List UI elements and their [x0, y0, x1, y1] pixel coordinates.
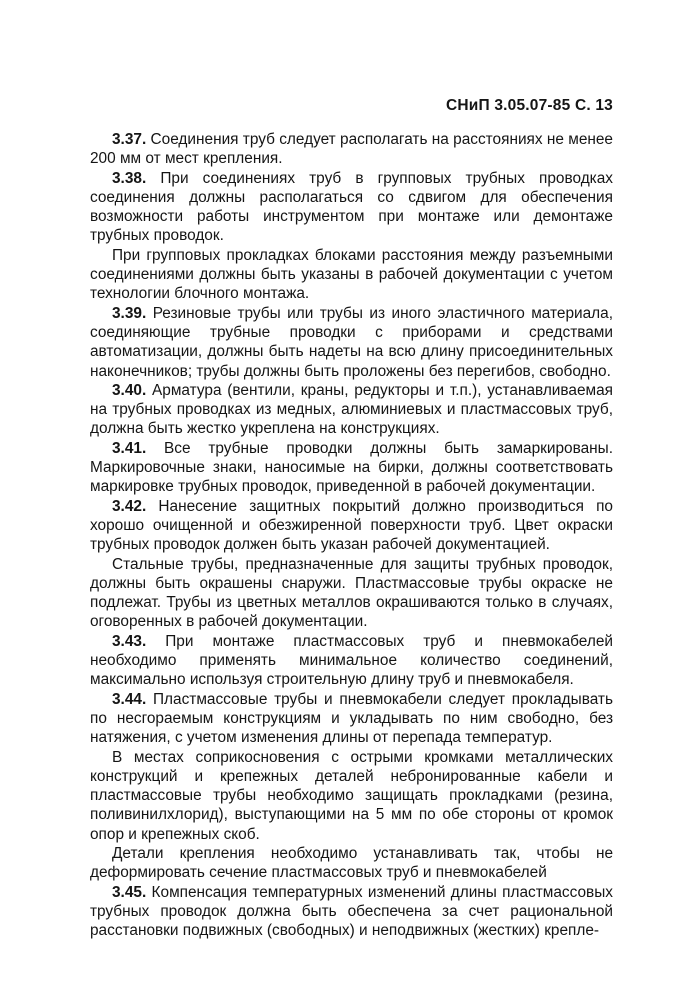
paragraph-text: При соединениях труб в групповых трубных проводках соединения должны располагаться со сдвигом для обеспечения возможности работы инструментом при монтаже или демонтаже трубных проводок.: [90, 169, 613, 245]
paragraph-3-43: [90, 632, 613, 690]
clause-number: 3.38.: [112, 169, 147, 187]
paragraph-3-41: [90, 439, 613, 497]
paragraph-3-44-continued-1: [90, 748, 613, 844]
paragraph-text: Стальные трубы, предназначенные для защиты трубных проводок, должны быть окрашены снаружи. Пластмассовые трубы окраске не подлежат. Трубы из цветных металлов окрашиваются только в случаях, оговоренных в рабочей документации.: [90, 555, 613, 631]
clause-number: 3.40.: [112, 381, 147, 399]
paragraph-text: Резиновые трубы или трубы из иного эластичного материала, соединяющие трубные проводки с приборами и средствами автоматизации, должны быть надеты на всю длину присоединительных наконечников; трубы должны быть проложены без перегибов, свободно.: [90, 304, 613, 380]
paragraph-text: Арматура (вентили, краны, редукторы и т.п.), устанавливаемая на трубных проводках из медных, алюминиевых и пластмассовых труб, должна быть жестко укреплена на конструкциях.: [90, 381, 613, 438]
paragraph-3-38: [90, 169, 613, 246]
paragraph-text: Пластмассовые трубы и пневмокабели следует прокладывать по несгораемым конструкциям и укладывать по ним свободно, без натяжения, с учетом изменения длины от перепада температур.: [90, 690, 613, 747]
clause-number: 3.44.: [112, 690, 147, 708]
clause-number: 3.37.: [112, 131, 147, 148]
paragraph-text: Все трубные проводки должны быть замаркированы. Маркировочные знаки, наносимые на бирки, должны соответствовать маркировке трубных проводок, приведенной в рабочей документации.: [90, 439, 613, 496]
paragraph-text: При групповых прокладках блоками расстояния между разъемными соединениями должны быть указаны в рабочей документации с учетом технологии блочного монтажа.: [90, 246, 613, 303]
clause-number: 3.42.: [112, 497, 147, 515]
paragraph-text: Детали крепления необходимо устанавливать так, чтобы не деформировать сечение пластмассовых труб и пневмокабелей: [90, 844, 613, 882]
paragraph-text: При монтаже пластмассовых труб и пневмокабелей необходимо применять минимальное количество соединений, максимально используя строительную длину труб и пневмокабеля.: [90, 632, 613, 689]
paragraph-3-37: [90, 130, 613, 169]
clause-number: 3.41.: [112, 439, 147, 457]
paragraph-text: Соединения труб следует располагать на расстояниях не менее 200 мм от мест крепления.: [90, 131, 613, 168]
paragraph-text: Нанесение защитных покрытий должно производиться по хорошо очищенной и обезжиренной поверхности труб. Цвет окраски трубных проводок должен быть указан рабочей документацией.: [90, 497, 613, 554]
document-page: [90, 96, 613, 976]
paragraph-3-45: [90, 883, 613, 941]
paragraph-3-44: [90, 690, 613, 748]
running-header: СНиП 3.05.07-85 С. 13: [445, 97, 613, 114]
paragraph-3-39: [90, 304, 613, 381]
paragraph-3-42: [90, 497, 613, 555]
paragraph-3-40: [90, 381, 613, 439]
paragraph-text: Компенсация температурных изменений длины пластмассовых трубных проводок должна быть обеспечена за счет рациональной расстановки подвижных (свободных) и неподвижных (жестких) крепле-: [90, 883, 613, 940]
paragraph-3-42-continued: [90, 555, 613, 632]
paragraph-3-44-continued-2: [90, 844, 613, 883]
paragraph-3-38-continued: [90, 246, 613, 304]
clause-number: 3.43.: [112, 632, 147, 650]
clause-number: 3.39.: [112, 304, 147, 322]
clause-number: 3.45.: [112, 883, 147, 901]
paragraph-text: В местах соприкосновения с острыми кромками металлических конструкций и крепежных деталей небронированные кабели и пластмассовые трубы необходимо защищать прокладками (резина, поливинилхлорид), выступающими на 5 мм по обе стороны от кромок опор и крепежных скоб.: [90, 748, 613, 843]
